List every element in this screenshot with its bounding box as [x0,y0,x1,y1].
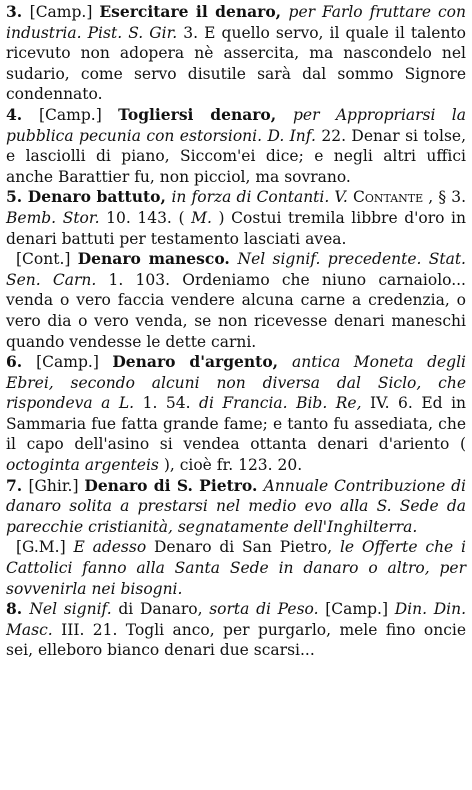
source-tag: [Camp.] [29,3,100,21]
source-tag: [Camp.] [36,353,113,372]
citation-end: ), cioè fr. 123. 20. [163,456,303,475]
entry-number: 8. [6,599,30,619]
entry-denaro-manesco [6,249,466,352]
source-tag: [G.M.] [16,538,74,557]
entry-denaro-san-pietro [6,537,466,599]
entry-3 [6,2,466,105]
headword: Denaro di S. Pietro. [84,475,264,495]
definition-lead: Nel signif. [29,600,119,619]
headword: Denaro battuto, [27,187,172,207]
entry-number: 7. [6,475,29,495]
headword: Esercitare il denaro, [99,2,289,21]
entry-7 [6,476,466,538]
definition: per Appropriarsi la pubblica pecunia con estorsioni. D. Inf. [6,105,467,145]
source-abbrev: di Francia. Bib. Re, [199,394,371,413]
definition: sorta di Peso. [209,600,326,619]
definition: per Farlo fruttare con industria. Pist. S. Gir. [6,3,466,42]
source-abbrev: Din. Din. Masc. [6,600,466,639]
headword: Denaro d'argento, [112,352,292,372]
entry-number: 6. [6,352,37,372]
cross-reference: Contante [352,188,424,207]
definition: Nel signif. precedente. Stat. Sen. Carn. [6,250,466,289]
source-tag: [Camp.] [325,600,395,619]
citation-text: 22. Denar si tolse, e lasciolli di piano, Siccom'ei dice; e negli altri uffici anche Barattier fu, non picciol, ma sovrano. [6,126,467,186]
source-tag: [Cont.] [16,250,78,269]
citation-text: ) Costui tremila libbre d'oro in denari battuti per testamento lasciati avea. [6,208,466,248]
definition: Annuale Contribuzione di danaro solita a prestarsi nel medio evo alla S. Sede da parecchie cristianità, segnatamente dell'Inghilterra. [6,476,466,536]
entry-8 [6,599,466,661]
entry-5 [6,187,466,249]
source-tag: [Camp.] [39,105,119,124]
entry-number: 3. [6,2,30,21]
headword: di Danaro, [118,600,210,619]
citation-text: IV. 6. Ed in Sammaria fue fatta grande fame; e tanto fu assediata, che il capo dell'asino si vendea ottanta denari d'ariento ( [6,394,467,454]
source-ref: 10. 143. ( [106,208,185,227]
headword: Denaro di San Pietro, [153,538,340,557]
entry-number: 4. [6,104,39,124]
definition: antica Moneta degli Ebrei, secondo alcuni non diversa dal Siclo, che rispondeva a L. [6,353,467,413]
definition-lead: E adesso [73,538,154,557]
citation-text: III. 21. Togli anco, per purgarlo, mele fino oncie sei, elleboro bianco denari due scarsi... [6,620,467,660]
headword: Togliersi denaro, [118,104,293,124]
entry-number: 5. [6,187,28,207]
definition: in forza di Contanti. V. [171,188,353,207]
entry-6 [6,352,466,476]
citation-text: 3. E quello servo, il quale il talento ricevuto non adopera nè assercita, ma nascondelo nel sudario, come servo disutile sarà dal sommo Signore condennato. [6,23,466,104]
citation-text: 1. 103. Ordeniamo che niuno carnaiolo... venda o vero faccia vendere alcuna carne a credenzia, o vero dia o vero venda, se non ricevesse denari maneschi quando vendesse le dette carni. [6,270,466,351]
entry-4 [6,105,466,187]
source-marker: M. [191,208,212,227]
latin-gloss: octoginta argenteis [6,456,159,475]
source-tag: [Ghir.] [28,476,85,495]
value-ref: 1. 54. [142,394,200,413]
source-abbrev: Bemb. Stor. [6,208,107,227]
definition: le Offerte che i Cattolici fanno alla Santa Sede in danaro o altro, per sovvenirla nei bisogni. [6,538,466,598]
section-ref: , § 3. [428,188,467,207]
headword: Denaro manesco. [77,249,238,269]
